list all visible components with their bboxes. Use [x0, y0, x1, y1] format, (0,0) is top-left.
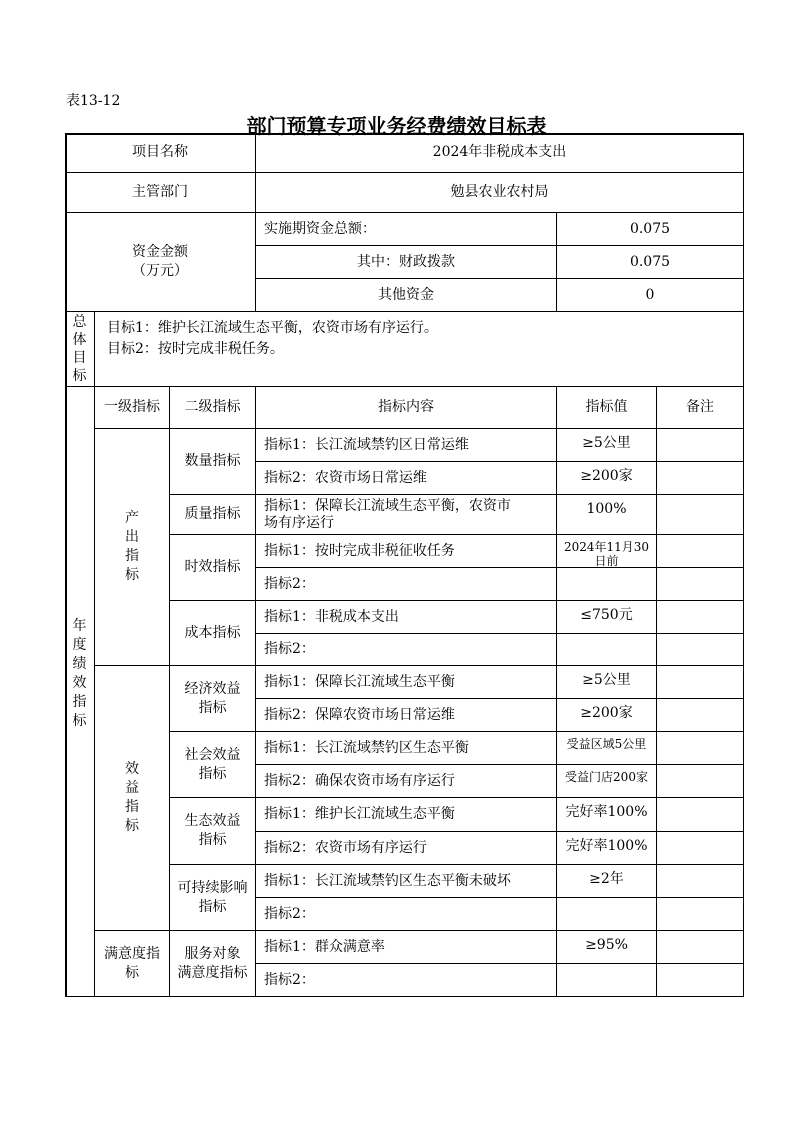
indicator-content: 指标1：维护长江流域生态平衡 — [256, 798, 557, 832]
other-fund-label: 其他资金 — [256, 279, 557, 312]
header-value: 指标值 — [557, 387, 657, 429]
header-content: 指标内容 — [256, 387, 557, 429]
indicator-content: 指标2：保障农资市场日常运维 — [256, 699, 557, 732]
indicator-value: ≥2年 — [557, 865, 657, 898]
header-level2: 二级指标 — [170, 387, 256, 429]
goal-line-1: 目标1：维护长江流域生态平衡，农资市场有序运行。 — [107, 320, 438, 336]
indicator-value: ≥200家 — [557, 462, 657, 495]
indicator-content: 指标2： — [256, 634, 557, 666]
indicator-note — [657, 535, 744, 568]
indicator-content: 指标1：非税成本支出 — [256, 601, 557, 634]
indicator-content: 指标1：保障长江流域生态平衡 — [256, 666, 557, 699]
indicator-content: 指标1：长江流域禁钓区日常运维 — [256, 429, 557, 462]
annual-indicators-label: 年 度 绩 效 指 标 — [65, 387, 95, 997]
fiscal-fund-label: 其中：财政拨款 — [256, 246, 557, 279]
indicator-note — [657, 699, 744, 732]
indicator-content: 指标1：长江流域禁钓区生态平衡未破坏 — [256, 865, 557, 898]
project-name-value: 2024年非税成本支出 — [256, 133, 744, 173]
indicator-value: 完好率100% — [557, 832, 657, 865]
goal-line-2: 目标2：按时完成非税任务。 — [107, 341, 284, 357]
indicator-note — [657, 666, 744, 699]
indicator-value: ≥5公里 — [557, 429, 657, 462]
indicator-value: 100% — [557, 495, 657, 535]
indicator-note — [657, 832, 744, 865]
total-fund-label: 实施期资金总额： — [256, 213, 557, 246]
indicator-note — [657, 898, 744, 931]
indicator-note — [657, 429, 744, 462]
indicator-value — [557, 634, 657, 666]
level1-output: 产 出 指 标 — [95, 429, 170, 666]
level2-quality: 质量指标 — [170, 495, 256, 535]
overall-goals-content — [95, 312, 744, 387]
performance-target-table — [65, 133, 744, 997]
level2-ecological: 生态效益 指标 — [170, 798, 256, 865]
department-value: 勉县农业农村局 — [256, 173, 744, 213]
indicator-note — [657, 798, 744, 832]
indicator-value — [557, 568, 657, 601]
indicator-value: 完好率100% — [557, 798, 657, 832]
project-name-label: 项目名称 — [65, 133, 256, 173]
indicator-content: 指标2： — [256, 568, 557, 601]
level2-social: 社会效益 指标 — [170, 732, 256, 798]
indicator-value: ≥95% — [557, 931, 657, 964]
indicator-note — [657, 495, 744, 535]
indicator-note — [657, 462, 744, 495]
department-label: 主管部门 — [65, 173, 256, 213]
level1-benefit: 效 益 指 标 — [95, 666, 170, 931]
indicator-value — [557, 964, 657, 997]
level1-satisfaction: 满意度指 标 — [95, 931, 170, 997]
indicator-content: 指标2：农资市场日常运维 — [256, 462, 557, 495]
other-fund-value: 0 — [557, 279, 744, 312]
level2-service-satisfaction: 服务对象 满意度指标 — [170, 931, 256, 997]
header-note: 备注 — [657, 387, 744, 429]
total-fund-value: 0.075 — [557, 213, 744, 246]
indicator-content: 指标1：保障长江流域生态平衡，农资市 场有序运行 — [256, 495, 557, 535]
indicator-value: 2024年11月30 日前 — [557, 535, 657, 568]
indicator-content: 指标2：确保农资市场有序运行 — [256, 765, 557, 798]
table-number: 表13-12 — [66, 93, 121, 109]
level2-cost: 成本指标 — [170, 601, 256, 666]
indicator-note — [657, 964, 744, 997]
indicator-note — [657, 732, 744, 765]
indicator-value — [557, 898, 657, 931]
level2-economic: 经济效益 指标 — [170, 666, 256, 732]
indicator-value: 受益门店200家 — [557, 765, 657, 798]
indicator-value: ≥5公里 — [557, 666, 657, 699]
fund-amount-label: 资金金额 （万元） — [65, 213, 256, 312]
indicator-content: 指标2： — [256, 964, 557, 997]
fiscal-fund-value: 0.075 — [557, 246, 744, 279]
indicator-content: 指标2： — [256, 898, 557, 931]
indicator-note — [657, 865, 744, 898]
indicator-content: 指标1：长江流域禁钓区生态平衡 — [256, 732, 557, 765]
indicator-content: 指标2：农资市场有序运行 — [256, 832, 557, 865]
level2-quantity: 数量指标 — [170, 429, 256, 495]
indicator-note — [657, 634, 744, 666]
level2-sustainable: 可持续影响 指标 — [170, 865, 256, 931]
indicator-note — [657, 931, 744, 964]
page-title: 部门预算专项业务经费绩效目标表 — [246, 114, 547, 138]
indicator-value: ≤750元 — [557, 601, 657, 634]
overall-goals-label: 总 体 目 标 — [65, 312, 95, 387]
indicator-note — [657, 568, 744, 601]
indicator-value: 受益区域5公里 — [557, 732, 657, 765]
header-level1: 一级指标 — [95, 387, 170, 429]
indicator-note — [657, 601, 744, 634]
indicator-content: 指标1：按时完成非税征收任务 — [256, 535, 557, 568]
indicator-content: 指标1：群众满意率 — [256, 931, 557, 964]
indicator-note — [657, 765, 744, 798]
level2-timeliness: 时效指标 — [170, 535, 256, 601]
indicator-value: ≥200家 — [557, 699, 657, 732]
